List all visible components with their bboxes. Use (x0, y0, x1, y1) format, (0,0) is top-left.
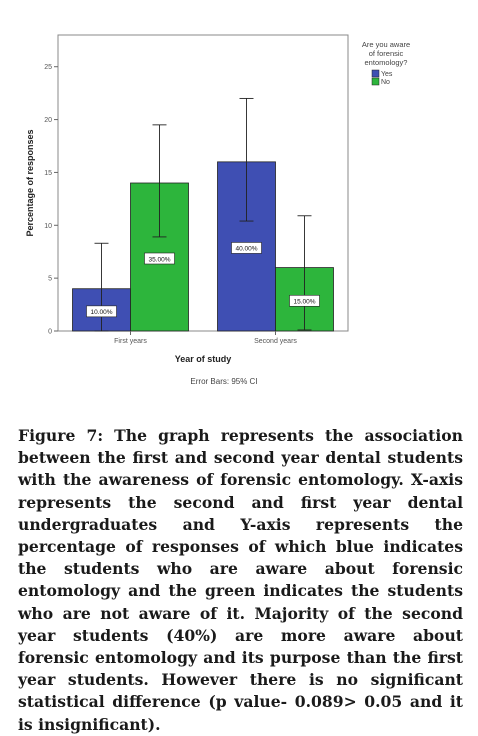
data-label: 35.00% (148, 256, 171, 264)
legend-title-line: Are you aware (361, 40, 411, 49)
legend-label-no: No (381, 79, 390, 86)
y-axis (44, 64, 58, 335)
error-bars-note: Error Bars: 95% CI (190, 377, 258, 386)
legend-title-line: of forensic (368, 49, 404, 58)
figure-caption: Figure 7: The graph represents the association between the first and second year dental students with the awareness of forensic entomology. X-axis represents the second and first year dental undergraduates and Y-axis represents the percentage of responses of which blue indicates the students who are aware about forensic entomology and the green indicates the students who are not aware of it. Majority of the second year students (40%) are more aware about forensic entomology and its purpose than the first year students. However there is no significant statistical difference (p value- 0.089> 0.05 and it is insignificant). (18, 426, 463, 734)
x-axis (114, 331, 297, 345)
x-tick-label: First years (114, 338, 147, 345)
data-label: 10.00% (90, 309, 113, 317)
y-tick-label: 5 (48, 275, 52, 283)
y-tick-label: 0 (48, 328, 52, 336)
legend-swatch-no (372, 78, 379, 85)
legend-title-line: entomology? (364, 58, 408, 67)
y-tick-label: 20 (44, 117, 52, 125)
x-axis-label: Year of study (174, 354, 232, 364)
bars-group (73, 98, 334, 331)
x-tick-label: Second years (254, 338, 297, 345)
legend-swatch-yes (372, 70, 379, 77)
y-tick-label: 15 (44, 169, 52, 177)
y-tick-label: 10 (44, 222, 52, 230)
data-label: 40.00% (235, 245, 258, 253)
y-tick-label: 25 (44, 64, 52, 72)
legend-label-yes: Yes (381, 71, 393, 78)
data-label: 15.00% (293, 298, 316, 306)
legend (362, 40, 410, 86)
y-axis-label: Percentage of responses (25, 129, 35, 237)
